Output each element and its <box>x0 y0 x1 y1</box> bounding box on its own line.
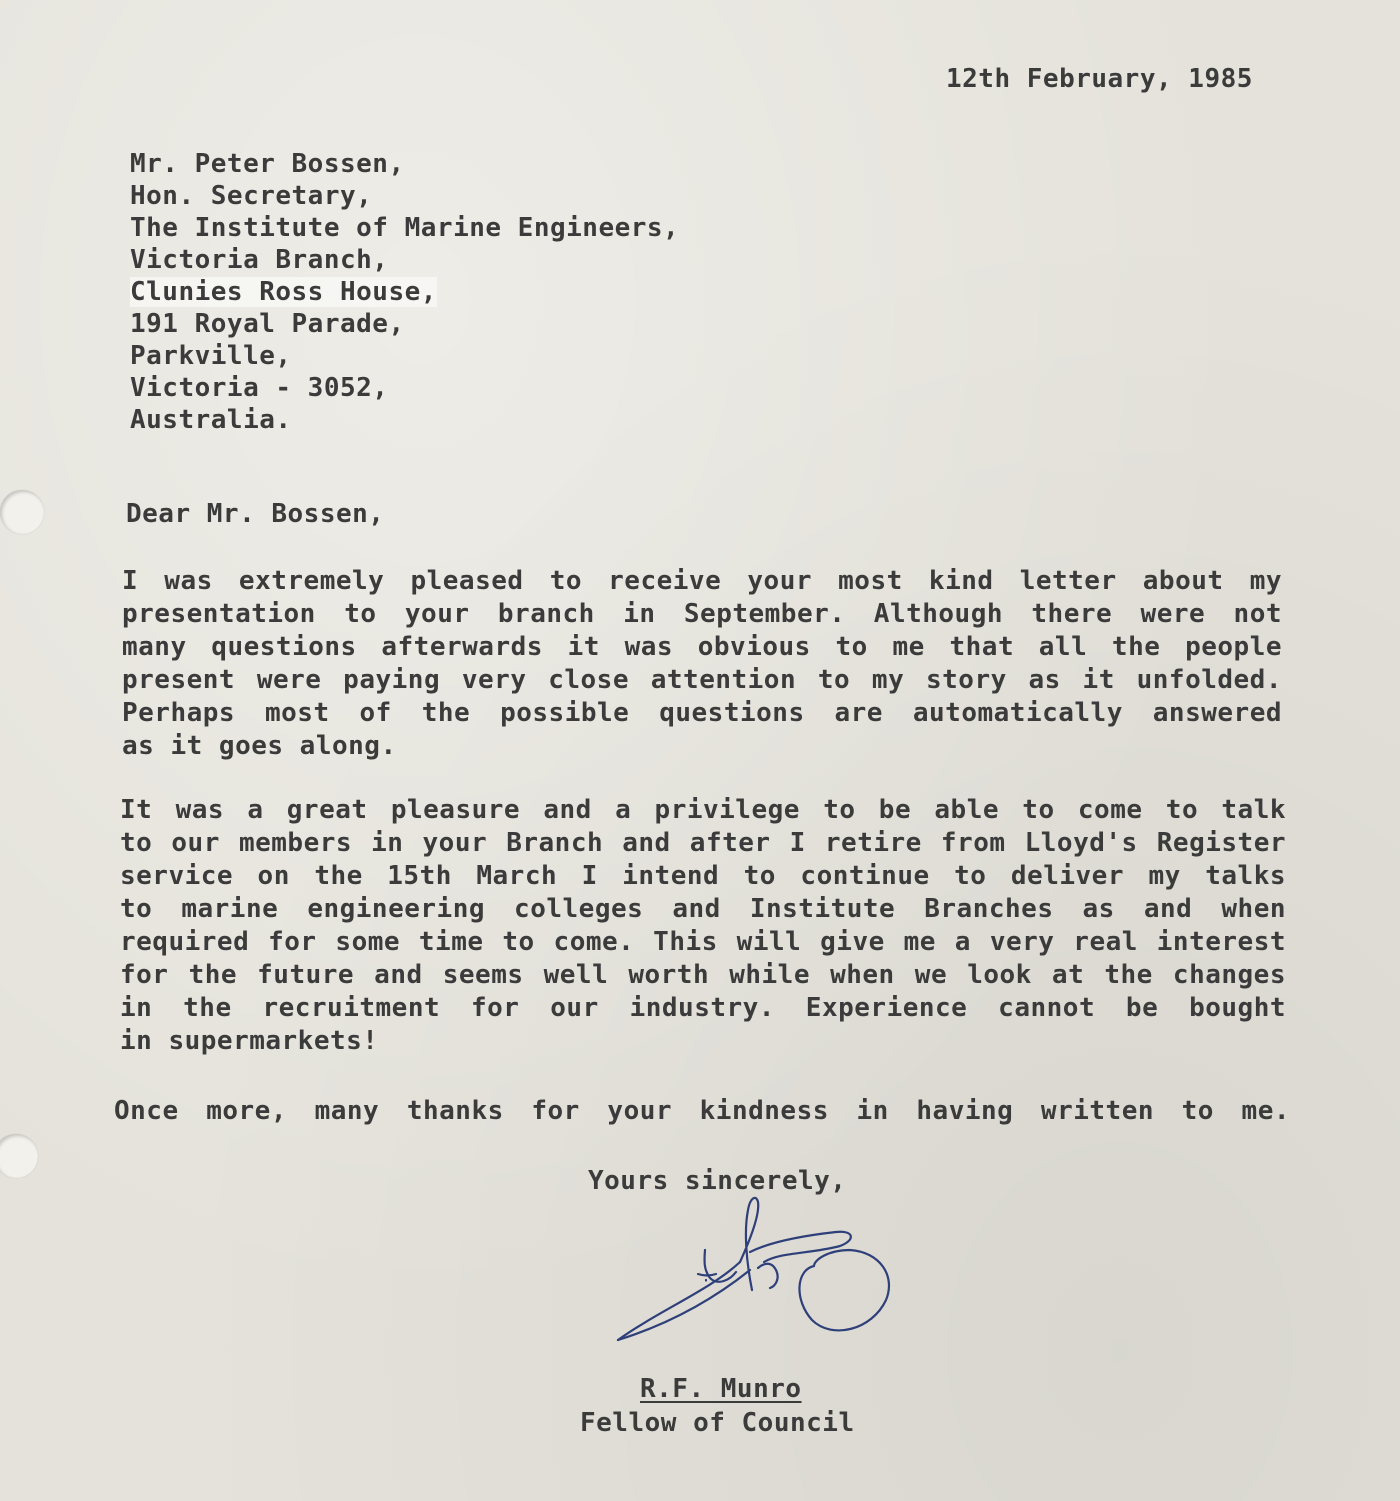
paragraph-line: presentation to your branch in September. Although there were not <box>122 599 1282 629</box>
address-line: Hon. Secretary, <box>130 181 373 211</box>
body-paragraph-2 <box>120 794 1286 1058</box>
paragraph-line: in the recruitment for our industry. Experience cannot be bought <box>120 993 1286 1023</box>
address-line: Australia. <box>130 405 292 435</box>
address-line: Parkville, <box>130 341 292 371</box>
paragraph-line: for the future and seems well worth while when we look at the changes <box>120 960 1286 990</box>
paragraph-line: Perhaps most of the possible questions are automatically answered <box>122 698 1282 728</box>
paragraph-line: to our members in your Branch and after I retire from Lloyd's Register <box>120 828 1286 858</box>
paragraph-line: present were paying very close attention to my story as it unfolded. <box>122 665 1282 695</box>
recipient-address <box>130 148 679 436</box>
body-paragraph-3 <box>114 1095 1290 1128</box>
punch-hole <box>0 490 44 534</box>
paragraph-line: I was extremely pleased to receive your most kind letter about my <box>122 566 1282 596</box>
address-line: The Institute of Marine Engineers, <box>130 213 680 243</box>
letter-date: 12th February, 1985 <box>946 64 1253 94</box>
handwritten-signature <box>600 1190 900 1350</box>
paragraph-line: in supermarkets! <box>120 1026 379 1056</box>
body-paragraph-1 <box>122 565 1282 763</box>
punch-hole <box>0 1134 38 1178</box>
address-line-text: Clunies Ross House, <box>130 277 437 307</box>
salutation: Dear Mr. Bossen, <box>126 499 385 529</box>
paragraph-line: service on the 15th March I intend to continue to deliver my talks <box>120 861 1286 891</box>
paragraph-line: It was a great pleasure and a privilege to be able to come to talk <box>120 795 1286 825</box>
paragraph-line: as it goes along. <box>122 731 397 761</box>
paragraph-line: required for some time to come. This will give me a very real interest <box>120 927 1286 957</box>
address-line: 191 Royal Parade, <box>130 309 405 339</box>
address-line: Victoria Branch, <box>130 245 389 275</box>
address-line: Mr. Peter Bossen, <box>130 149 405 179</box>
address-line <box>130 276 679 308</box>
signatory-name: R.F. Munro <box>640 1374 802 1404</box>
address-line: Victoria - 3052, <box>130 373 389 403</box>
paragraph-line: to marine engineering colleges and Institute Branches as and when <box>120 894 1286 924</box>
paragraph-line: many questions afterwards it was obvious to me that all the people <box>122 632 1282 662</box>
paragraph-line: Once more, many thanks for your kindness in having written to me. <box>114 1096 1290 1126</box>
closing: Yours sincerely, <box>588 1166 847 1196</box>
signatory-title: Fellow of Council <box>580 1408 855 1438</box>
